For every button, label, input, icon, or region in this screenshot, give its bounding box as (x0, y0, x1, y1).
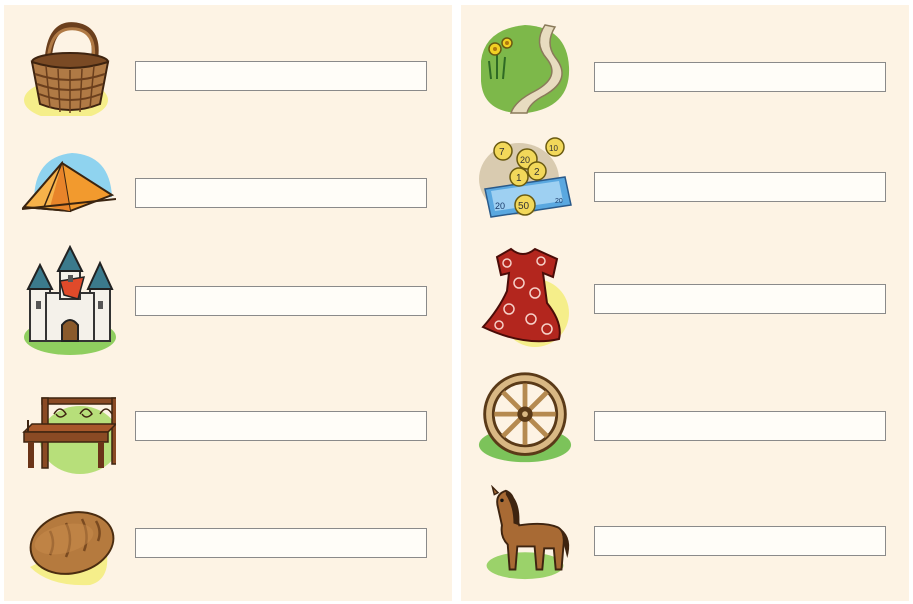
answer-field-wheel[interactable] (594, 411, 886, 441)
dress-icon (475, 243, 571, 339)
banknote-label: 20 (555, 198, 563, 205)
tent-icon (20, 137, 116, 233)
row-bench (4, 370, 452, 466)
castle-icon (20, 245, 116, 341)
coin-label: 10 (549, 144, 558, 153)
row-dress (461, 243, 909, 339)
row-castle (4, 245, 452, 341)
row-bread (4, 487, 452, 583)
bench-icon (20, 370, 116, 466)
banknote-label: 20 (495, 201, 506, 211)
answer-field-path[interactable] (594, 62, 886, 92)
coin-label: 1 (516, 173, 522, 184)
path-icon (475, 21, 571, 117)
money-icon (475, 131, 571, 227)
row-path (461, 21, 909, 117)
row-basket (4, 20, 452, 116)
coin-label: 7 (499, 147, 505, 158)
answer-field-castle[interactable] (135, 286, 427, 316)
answer-field-horse[interactable] (594, 526, 886, 556)
answer-field-tent[interactable] (135, 178, 427, 208)
basket-icon (20, 20, 116, 116)
wheel-icon (475, 370, 571, 466)
bread-icon (20, 487, 116, 583)
row-tent (4, 137, 452, 233)
answer-field-bread[interactable] (135, 528, 427, 558)
row-horse (461, 485, 909, 581)
answer-field-basket[interactable] (135, 61, 427, 91)
row-money (461, 131, 909, 227)
answer-field-bench[interactable] (135, 411, 427, 441)
answer-field-dress[interactable] (594, 284, 886, 314)
coin-label: 2 (534, 167, 540, 178)
row-wheel (461, 370, 909, 466)
coin-label: 20 (520, 155, 531, 165)
horse-icon (475, 485, 571, 581)
right-worksheet-panel (461, 5, 909, 601)
left-worksheet-panel (4, 5, 452, 601)
answer-field-money[interactable] (594, 172, 886, 202)
coin-label: 50 (518, 201, 530, 212)
